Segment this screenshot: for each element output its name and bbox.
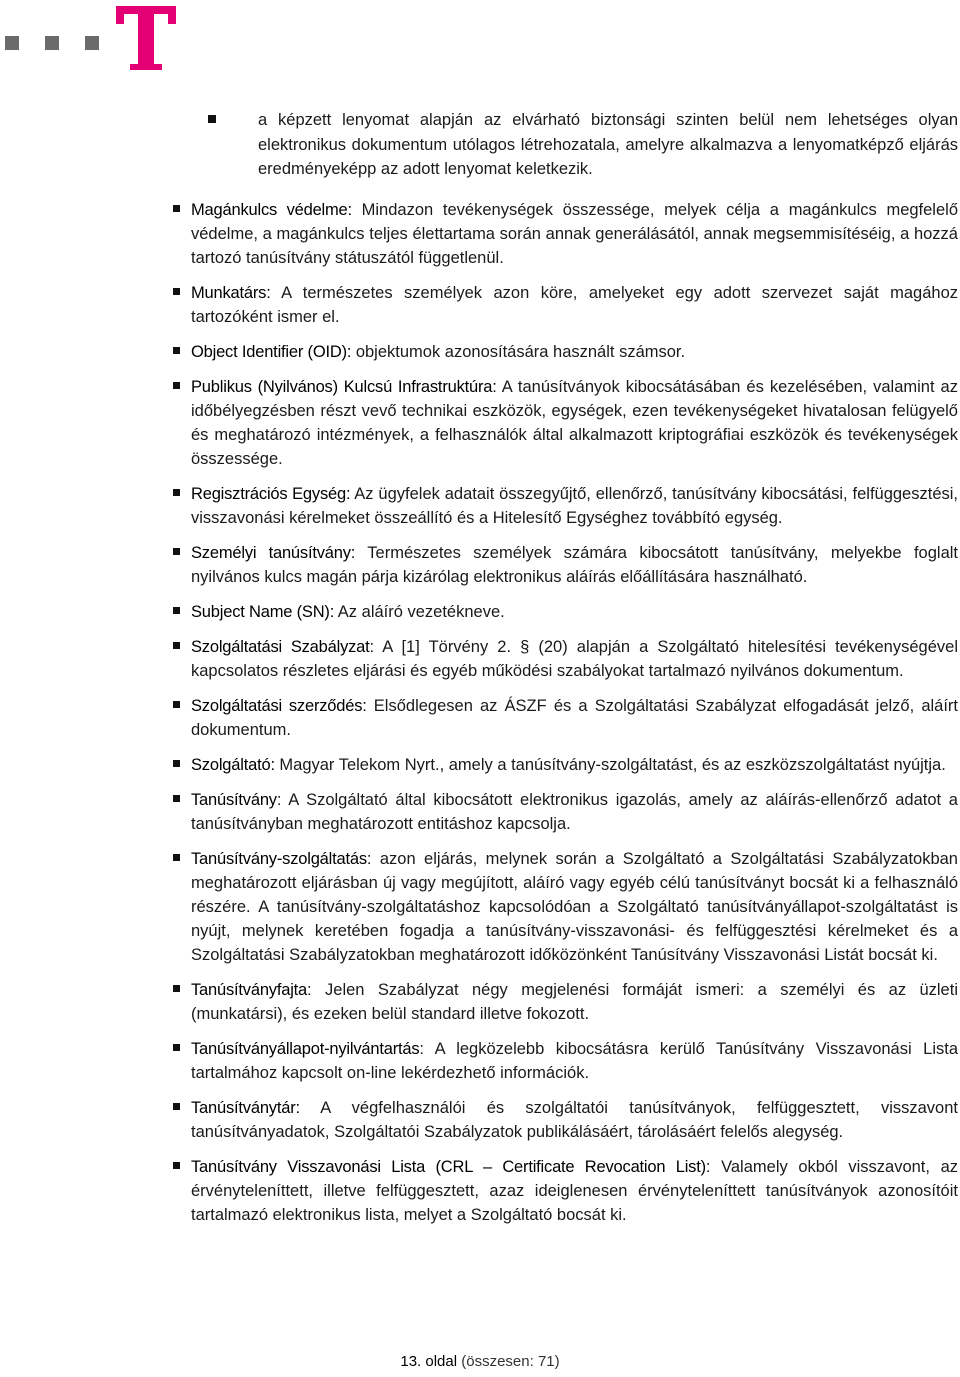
definition-item <box>191 847 958 967</box>
definition-text: : A Szolgáltató által kibocsátott elektronikus igazolás, amely az aláírás-ellenőrző adatot a tanúsítványban meghatározott entitáshoz kapcsolja. <box>191 791 958 833</box>
definition-text: A végfelhasználói és szolgáltatói tanúsítványok, felfüggesztett, visszavont tanúsítványadatok, Szolgáltatói Szabályzatok publikálásáért, tárolásáért felelős alegység. <box>191 1099 958 1141</box>
square-dot-icon <box>5 36 19 50</box>
definition-item <box>191 1037 958 1085</box>
definition-text: objektumok azonosítására használt számsor. <box>351 343 686 361</box>
bullet-icon <box>173 985 180 992</box>
definition-item <box>191 340 958 364</box>
square-dot-icon <box>85 36 99 50</box>
bullet-icon <box>173 347 180 354</box>
telekom-t-logo-icon <box>116 6 176 70</box>
definition-text: : Jelen Szabályzat négy megjelenési formáját ismeri: a személyi és az üzleti (munkatársi), és ezeken belül standard illetve fokozott. <box>191 981 958 1023</box>
page-number: 13. oldal <box>400 1353 458 1370</box>
definition-term: Tanúsítványállapot-nyilvántartás <box>191 1040 420 1058</box>
definition-text: : azon eljárás, melynek során a Szolgáltató a Szolgáltatási Szabályzatokban meghatározott eljárásban új vagy megújított, aláíró vagy egyéb célú tanúsítványt bocsát ki a felhasználó részére. A tanúsítvány-szolgáltatáshoz kapcsolódóan a Szolgáltató tanúsítványállapot-szolgáltatást is nyújt, melynek keretében fogadja a tanúsítvány-visszavonási- és felfüggesztési kérelmeket és a Szolgáltatási Szabályzatokban meghatározott időközönként Tanúsítvány Visszavonási Listát bocsát ki. <box>191 850 958 964</box>
definition-text: Természetes személyek számára kibocsátott tanúsítvány, melyekbe foglalt nyilvános kulcs magán párja kizárólag elektronikus aláírás előállítására használható. <box>191 544 958 586</box>
definition-item <box>191 375 958 471</box>
bullet-icon <box>173 382 180 389</box>
definition-item <box>191 788 958 836</box>
definition-term: Tanúsítvány-szolgáltatás <box>191 850 367 868</box>
bullet-icon <box>173 288 180 295</box>
definition-text: Mindazon tevékenységek összessége, melyek célja a magánkulcs megfelelő védelme, a magánkulcs teljes élettartama során annak generálásától, annak megsemmisítéséig, a hozzá tartozó tanúsítvány státuszától függetlenül. <box>191 201 958 267</box>
definition-text: : A [1] Törvény 2. § (20) alapján a Szolgáltató hitelesítési tevékenységével kapcsolatos részletes eljárási és egyéb működési szabályokat tartalmazó nyilvános dokumentum. <box>191 638 958 680</box>
definition-list <box>191 198 958 1238</box>
definition-text: : A legközelebb kibocsátásra kerülő Tanúsítvány Visszavonási Lista tartalmához kapcsolt on-line lekérdezhető információk. <box>191 1040 958 1082</box>
bullet-icon <box>173 489 180 496</box>
definition-item <box>191 753 958 777</box>
square-dot-icon <box>45 36 59 50</box>
definition-text: A tanúsítványok kibocsátásában és kezelésében, valamint az időbélyegzésben részt vevő technikai eszközök, egységek, ezen tevékenységeket hivatalosan felügyelő és meghatározó intézmények, a felhasználók által alkalmazott kriptográfiai eszközök és tevékenységek összessége. <box>191 378 958 468</box>
definition-term: Tanúsítvány Visszavonási Lista (CRL – Certificate Revocation List) <box>191 1158 706 1176</box>
intro-list-item <box>258 108 958 182</box>
definition-item <box>191 198 958 270</box>
definition-text: Az aláíró vezetékneve. <box>334 603 505 621</box>
definition-text: Magyar Telekom Nyrt., amely a tanúsítvány-szolgáltatást, és az eszközszolgáltatást nyújtja. <box>274 756 946 774</box>
definition-text: Elsődlegesen az ÁSZF és a Szolgáltatási Szabályzat elfogadását jelző, aláírt dokumentum. <box>191 697 958 739</box>
definition-item <box>191 281 958 329</box>
definition-term: Tanúsítvány <box>191 791 277 809</box>
bullet-icon <box>173 701 180 708</box>
definition-text: : Valamely okból visszavont, az érvényteleníttett, illetve felfüggesztett, azaz ideiglenesen érvényteleníttett tanúsítványok azonosítóit tartalmazó elektronikus lista, melyet a Szolgáltató bocsát ki. <box>191 1158 958 1224</box>
definition-term: Subject Name (SN): <box>191 603 335 621</box>
definition-item <box>191 482 958 530</box>
bullet-icon <box>173 854 180 861</box>
definition-term: Munkatárs: <box>191 284 271 302</box>
definition-term: Publikus (Nyilvános) Kulcsú Infrastruktúra: <box>191 378 497 396</box>
bullet-icon <box>173 642 180 649</box>
definition-term: Object Identifier (OID): <box>191 343 352 361</box>
bullet-icon <box>173 548 180 555</box>
bullet-icon <box>173 1162 180 1169</box>
page-total: (összesen: 71) <box>461 1353 560 1370</box>
bullet-icon <box>173 1103 180 1110</box>
bullet-icon <box>208 115 216 123</box>
definition-item <box>191 1096 958 1144</box>
definition-item <box>191 541 958 589</box>
bullet-icon <box>173 205 180 212</box>
definition-item <box>191 635 958 683</box>
definition-term: Tanúsítványtár: <box>191 1099 300 1117</box>
definition-term: Magánkulcs védelme: <box>191 201 352 219</box>
definition-term: Személyi tanúsítvány: <box>191 544 356 562</box>
definition-term: Szolgáltatási szerződés: <box>191 697 367 715</box>
bullet-icon <box>173 1044 180 1051</box>
definition-term: Tanúsítványfajta <box>191 981 308 999</box>
page-footer <box>0 1353 960 1370</box>
definition-item <box>191 978 958 1026</box>
definition-term: Regisztrációs Egység: <box>191 485 351 503</box>
definition-text: A természetes személyek azon köre, amelyeket egy adott szervezet saját magához tartozóként ismer el. <box>191 284 958 326</box>
definition-term: Szolgáltatási Szabályzat <box>191 638 370 656</box>
header-brand <box>0 0 200 80</box>
definition-item <box>191 1155 958 1227</box>
definition-item <box>191 694 958 742</box>
intro-text: a képzett lenyomat alapján az elvárható biztonsági szinten belül nem lehetséges olyan elektronikus dokumentum utólagos létrehozatala, amelyre alkalmazva a lenyomatképző eljárás eredményeképp az adott lenyomat keletkezik. <box>258 111 958 178</box>
definition-term: Szolgáltató: <box>191 756 275 774</box>
definition-item <box>191 600 958 624</box>
definition-text: Az ügyfelek adatait összegyűjtő, ellenőrző, tanúsítvány kibocsátási, felfüggesztési, visszavonási kérelmeket összeállító és a Hitelesítő Egységhez továbbító egység. <box>191 485 958 527</box>
bullet-icon <box>173 607 180 614</box>
bullet-icon <box>173 760 180 767</box>
bullet-icon <box>173 795 180 802</box>
